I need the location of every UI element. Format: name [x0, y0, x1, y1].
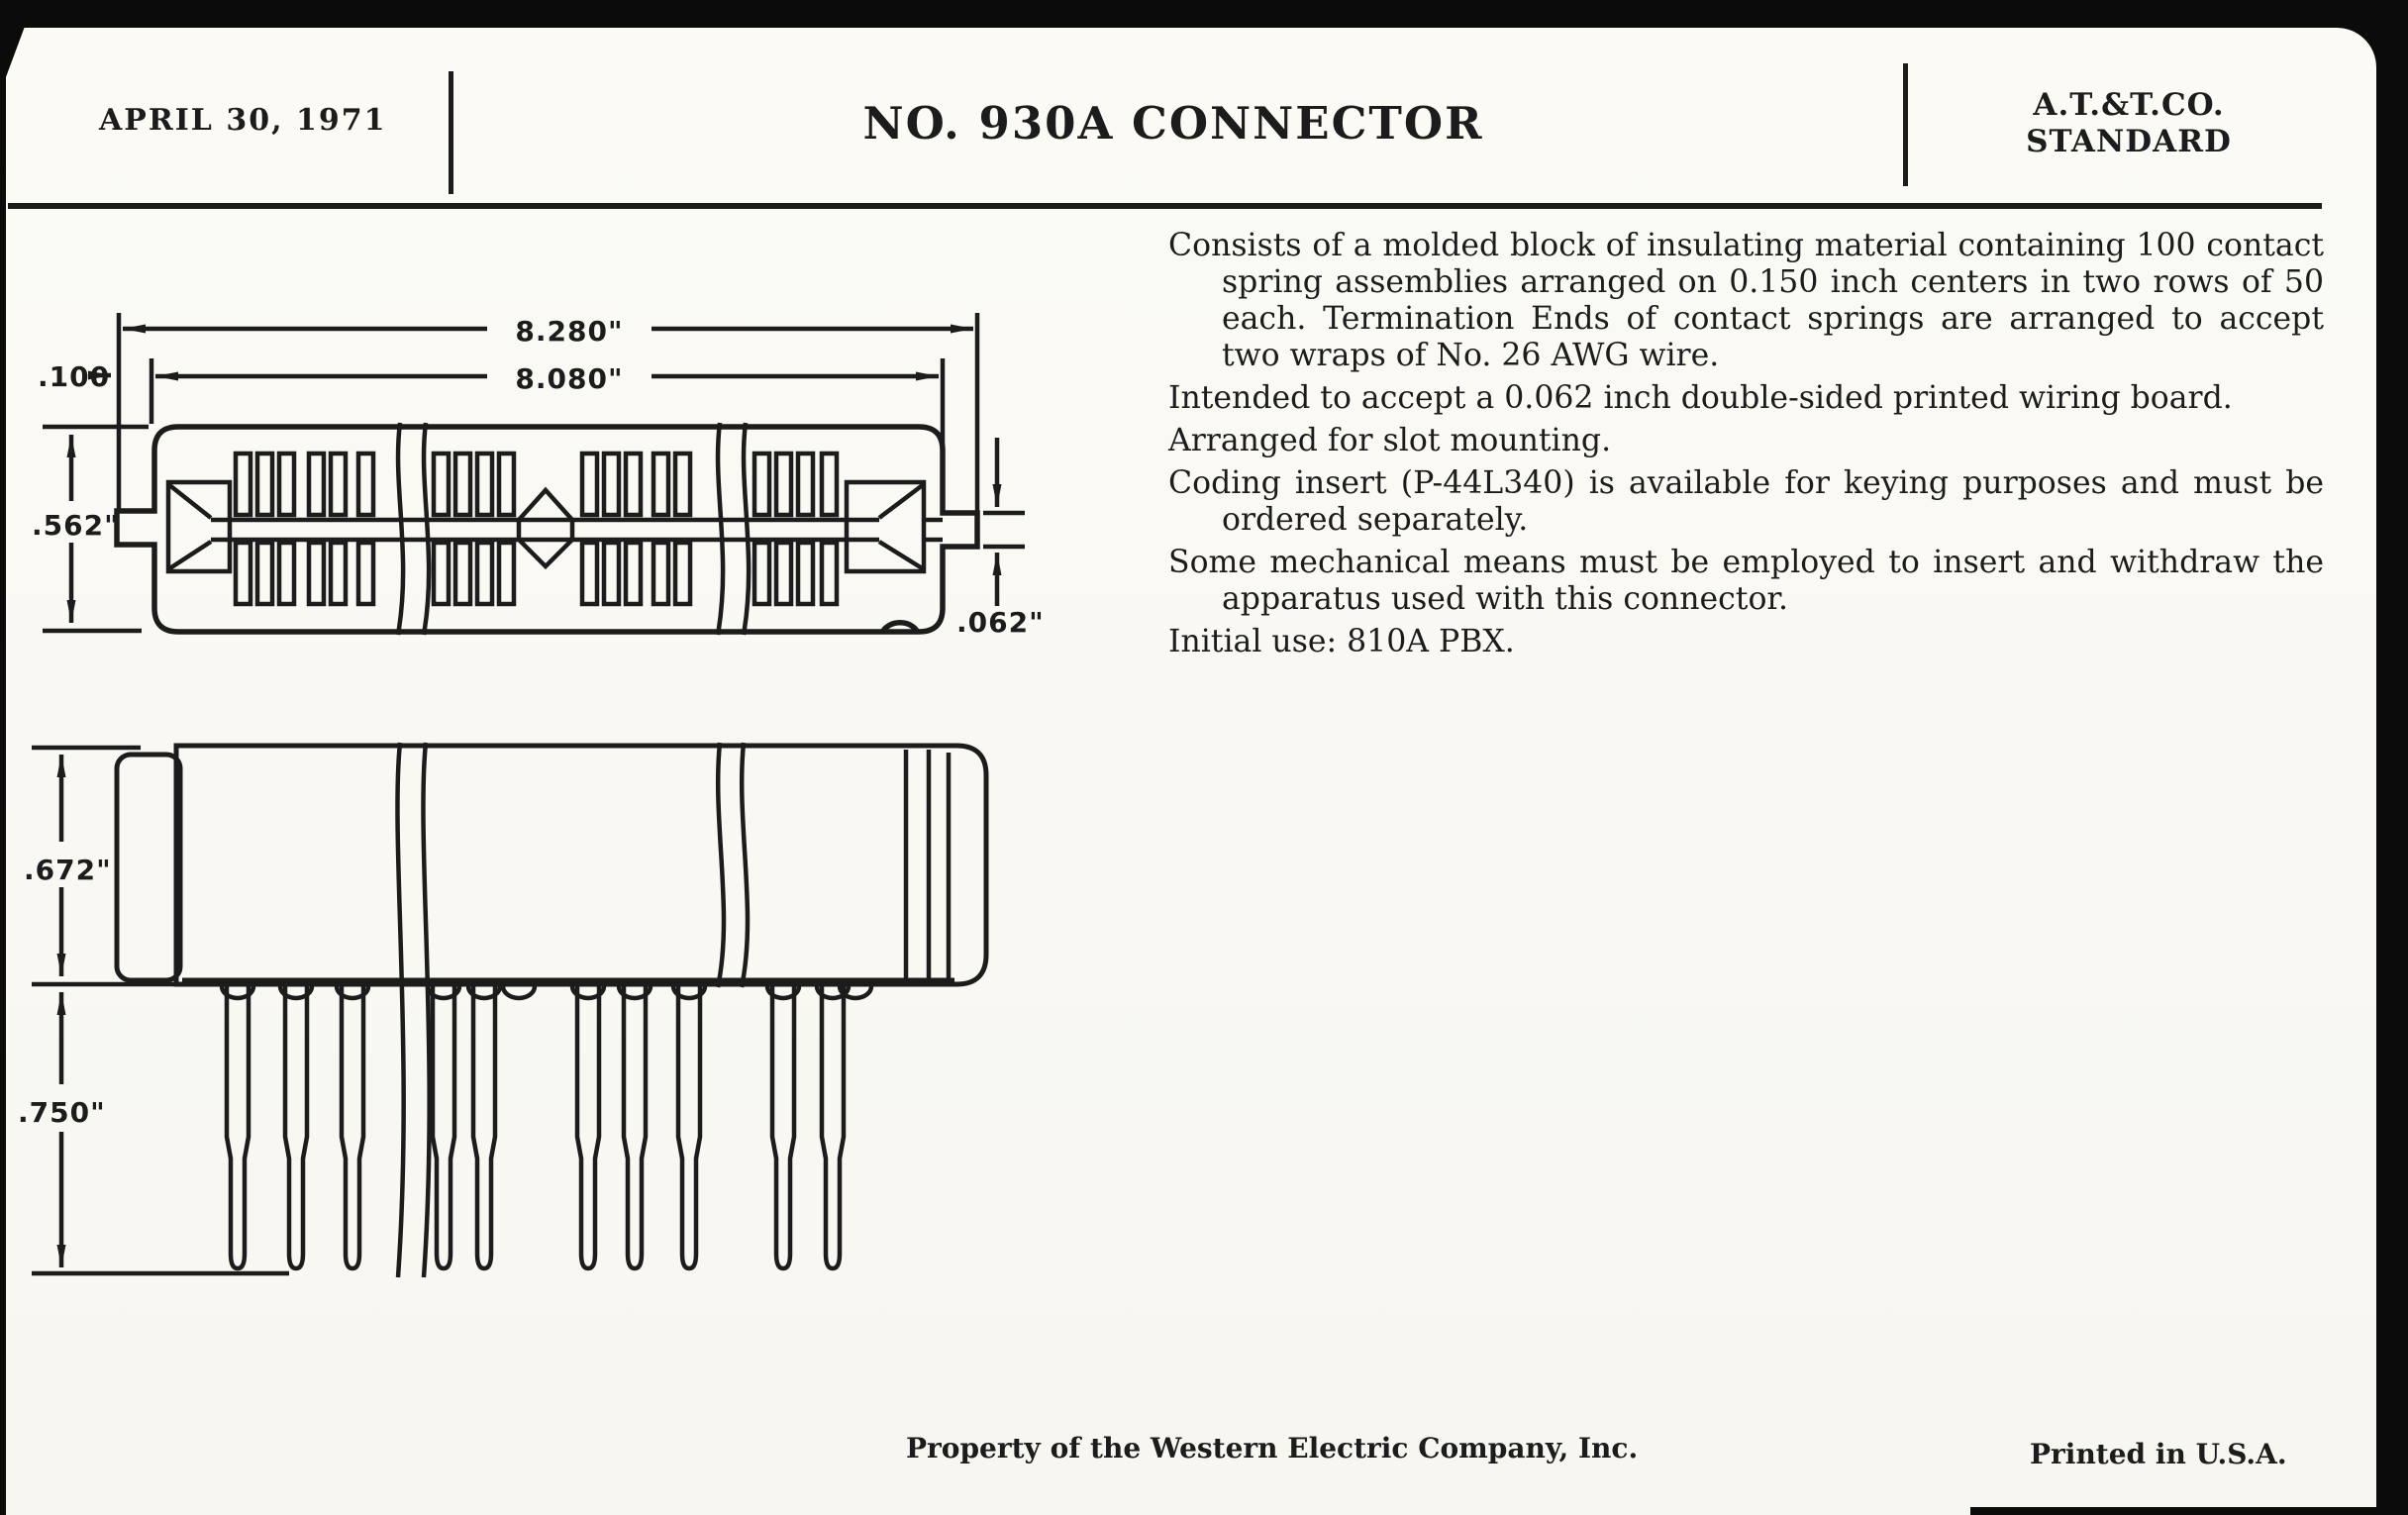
funnel-chamfer-right	[879, 484, 924, 569]
dimension-board-slot	[956, 438, 1045, 639]
side-body-outline	[176, 746, 986, 984]
connector-side-view	[18, 741, 986, 1277]
description-paragraph: Arranged for slot mounting.	[1168, 423, 1612, 458]
dimension-label: .750"	[18, 1096, 106, 1129]
center-guide-diamond	[519, 490, 572, 566]
board-slot-channel	[211, 520, 943, 540]
footer-property-notice: Property of the Western Electric Company, Inc.	[906, 1432, 1639, 1464]
description-block	[1168, 228, 2324, 666]
footer-printed-notice: Printed in U.S.A.	[2030, 1438, 2287, 1470]
dimension-label: .100	[38, 360, 111, 393]
standard-stamp	[1921, 87, 2337, 160]
header-divider-right	[1903, 63, 1908, 186]
description-paragraph: Consists of a molded block of insulating material containing 100 contact spring assemblies arranged on 0.150 inch centers in two rows of 50 each. Termination Ends of contact springs are arranged to accept two wraps of No. 26 AWG wire.	[1168, 228, 2324, 373]
funnel-chamfer-left	[168, 484, 211, 569]
dimension-end-offset	[38, 360, 111, 393]
technical-drawing	[0, 0, 1089, 1386]
end-cap	[117, 755, 180, 980]
standard-org: A.T.&T.CO.	[2033, 87, 2225, 123]
lead-in-funnel-left	[168, 482, 230, 571]
description-paragraph: Intended to accept a 0.062 inch double-sided printed wiring board.	[1168, 380, 2233, 416]
connector-top-view	[32, 313, 1045, 639]
dimension-label: 8.080"	[515, 362, 624, 395]
dimension-label: 8.280"	[515, 315, 624, 348]
description-paragraph: Some mechanical means must be employed to insert and withdraw the apparatus used with this connector.	[1168, 545, 2324, 617]
description-paragraph: Initial use: 810A PBX.	[1168, 624, 1515, 659]
standard-label: STANDARD	[2026, 124, 2232, 159]
dimension-side-body-height	[24, 748, 174, 984]
dimension-label: .672"	[24, 854, 112, 886]
dimension-overall-width	[123, 315, 973, 348]
scan-edge-artifact	[1970, 1507, 2408, 1515]
description-paragraph: Coding insert (P-44L340) is available for keying purposes and must be ordered separately.	[1168, 465, 2324, 538]
termination-pins	[227, 984, 844, 1268]
dimension-label: .562"	[32, 509, 120, 542]
document-date: APRIL 30, 1971	[99, 103, 387, 138]
end-panel-seams	[906, 750, 949, 980]
dimension-label: .062"	[956, 606, 1045, 639]
dimension-body-height	[32, 427, 149, 631]
page-title: NO. 930A CONNECTOR	[862, 97, 1484, 150]
dimension-body-width	[155, 362, 939, 395]
